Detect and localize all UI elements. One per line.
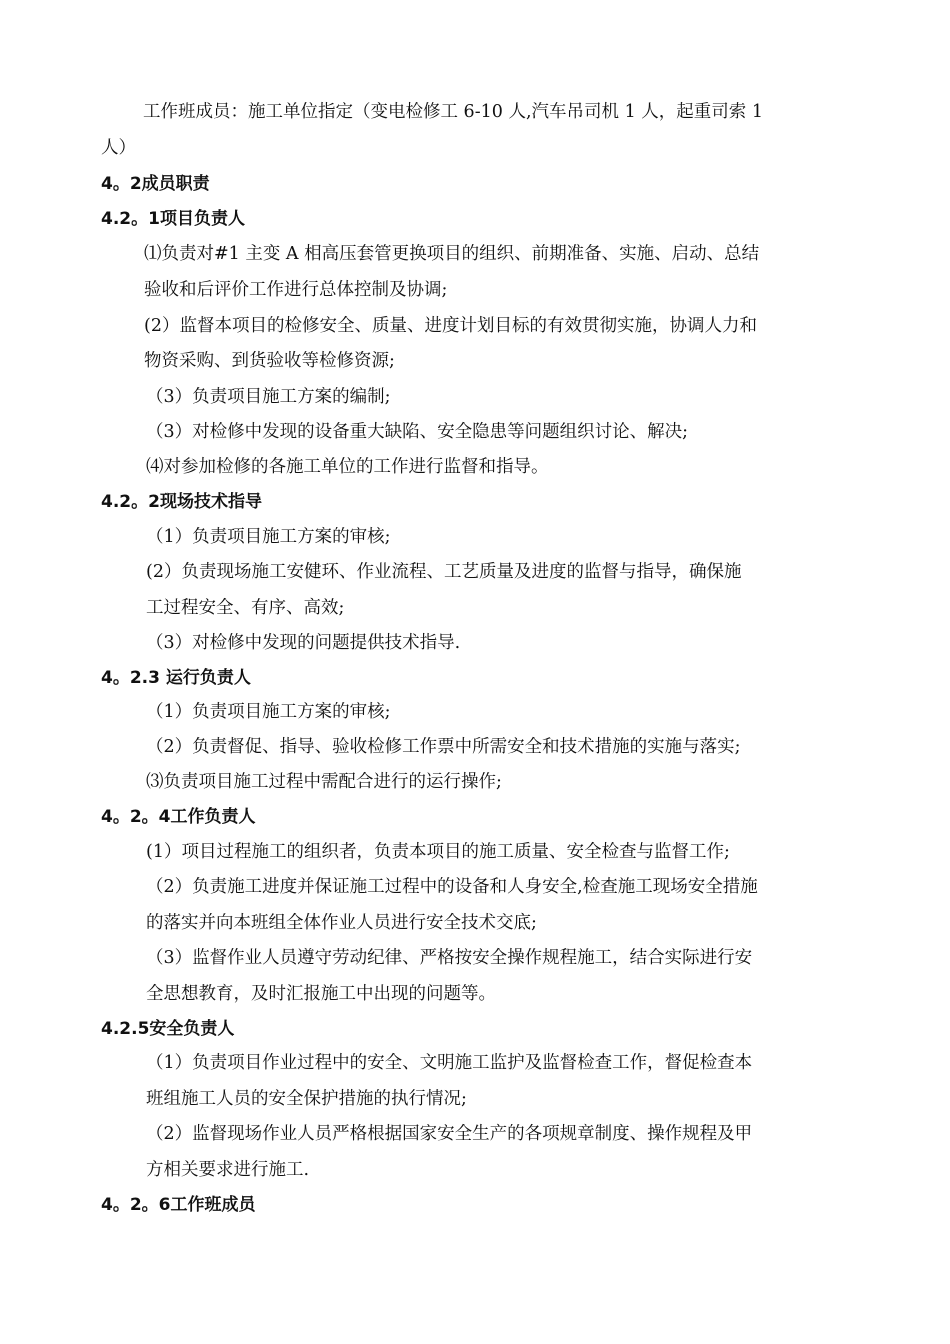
section-heading-4-2-2: 4.2。2现场技术指导 <box>101 492 262 512</box>
section-heading-4-2: 4。2成员职责 <box>101 174 210 194</box>
section-heading-4-2-4: 4。2。4工作负责人 <box>101 807 256 827</box>
paragraph-line: 工过程安全、有序、高效; <box>146 598 345 618</box>
intro-line-1: 工作班成员：施工单位指定（变电检修工 6-10 人,汽车吊司机 1 人，起重司索 1 <box>143 102 763 122</box>
paragraph-line: ⑴负责对#1 主变 A 相高压套管更换项目的组织、前期准备、实施、启动、总结 <box>144 244 760 264</box>
paragraph-line: （2）负责施工进度并保证施工过程中的设备和人身安全,检查施工现场安全措施 <box>146 877 758 897</box>
paragraph-line: （3）对检修中发现的问题提供技术指导. <box>146 633 461 653</box>
paragraph-line: (1）项目过程施工的组织者，负责本项目的施工质量、安全检查与监督工作; <box>146 842 730 862</box>
paragraph-line: 的落实并向本班组全体作业人员进行安全技术交底; <box>146 913 537 933</box>
paragraph-line: 验收和后评价工作进行总体控制及协调; <box>144 280 448 300</box>
paragraph-line: （3）负责项目施工方案的编制; <box>146 387 391 407</box>
paragraph-line: ⑷对参加检修的各施工单位的工作进行监督和指导。 <box>146 457 549 477</box>
section-heading-4-2-1: 4.2。1项目负责人 <box>101 209 245 229</box>
paragraph-line: （1）负责项目作业过程中的安全、文明施工监护及监督检查工作，督促检查本 <box>146 1053 753 1073</box>
paragraph-line: 全思想教育，及时汇报施工中出现的问题等。 <box>146 984 496 1004</box>
paragraph-line: （3）监督作业人员遵守劳动纪律、严格按安全操作规程施工，结合实际进行安 <box>146 948 753 968</box>
paragraph-line: (2）负责现场施工安健环、作业流程、工艺质量及进度的监督与指导，确保施 <box>146 562 742 582</box>
paragraph-line: (2）监督本项目的检修安全、质量、进度计划目标的有效贯彻实施，协调人力和 <box>144 316 757 336</box>
section-heading-4-2-6: 4。2。6工作班成员 <box>101 1195 256 1215</box>
paragraph-line: （1）负责项目施工方案的审核; <box>146 527 391 547</box>
paragraph-line: 物资采购、到货验收等检修资源; <box>144 351 395 371</box>
paragraph-line: （1）负责项目施工方案的审核; <box>146 702 391 722</box>
paragraph-line: （2）负责督促、指导、验收检修工作票中所需安全和技术措施的实施与落实; <box>146 737 741 757</box>
section-heading-4-2-5: 4.2.5安全负责人 <box>101 1019 235 1039</box>
section-heading-4-2-3: 4。2.3 运行负责人 <box>101 668 251 688</box>
paragraph-line: （2）监督现场作业人员严格根据国家安全生产的各项规章制度、操作规程及甲 <box>146 1124 753 1144</box>
paragraph-line: ⑶负责项目施工过程中需配合进行的运行操作; <box>146 772 502 792</box>
paragraph-line: 班组施工人员的安全保护措施的执行情况; <box>146 1089 467 1109</box>
paragraph-line: （3）对检修中发现的设备重大缺陷、安全隐患等问题组织讨论、解决; <box>146 422 689 442</box>
intro-line-2: 人） <box>101 138 136 158</box>
paragraph-line: 方相关要求进行施工. <box>146 1160 310 1180</box>
